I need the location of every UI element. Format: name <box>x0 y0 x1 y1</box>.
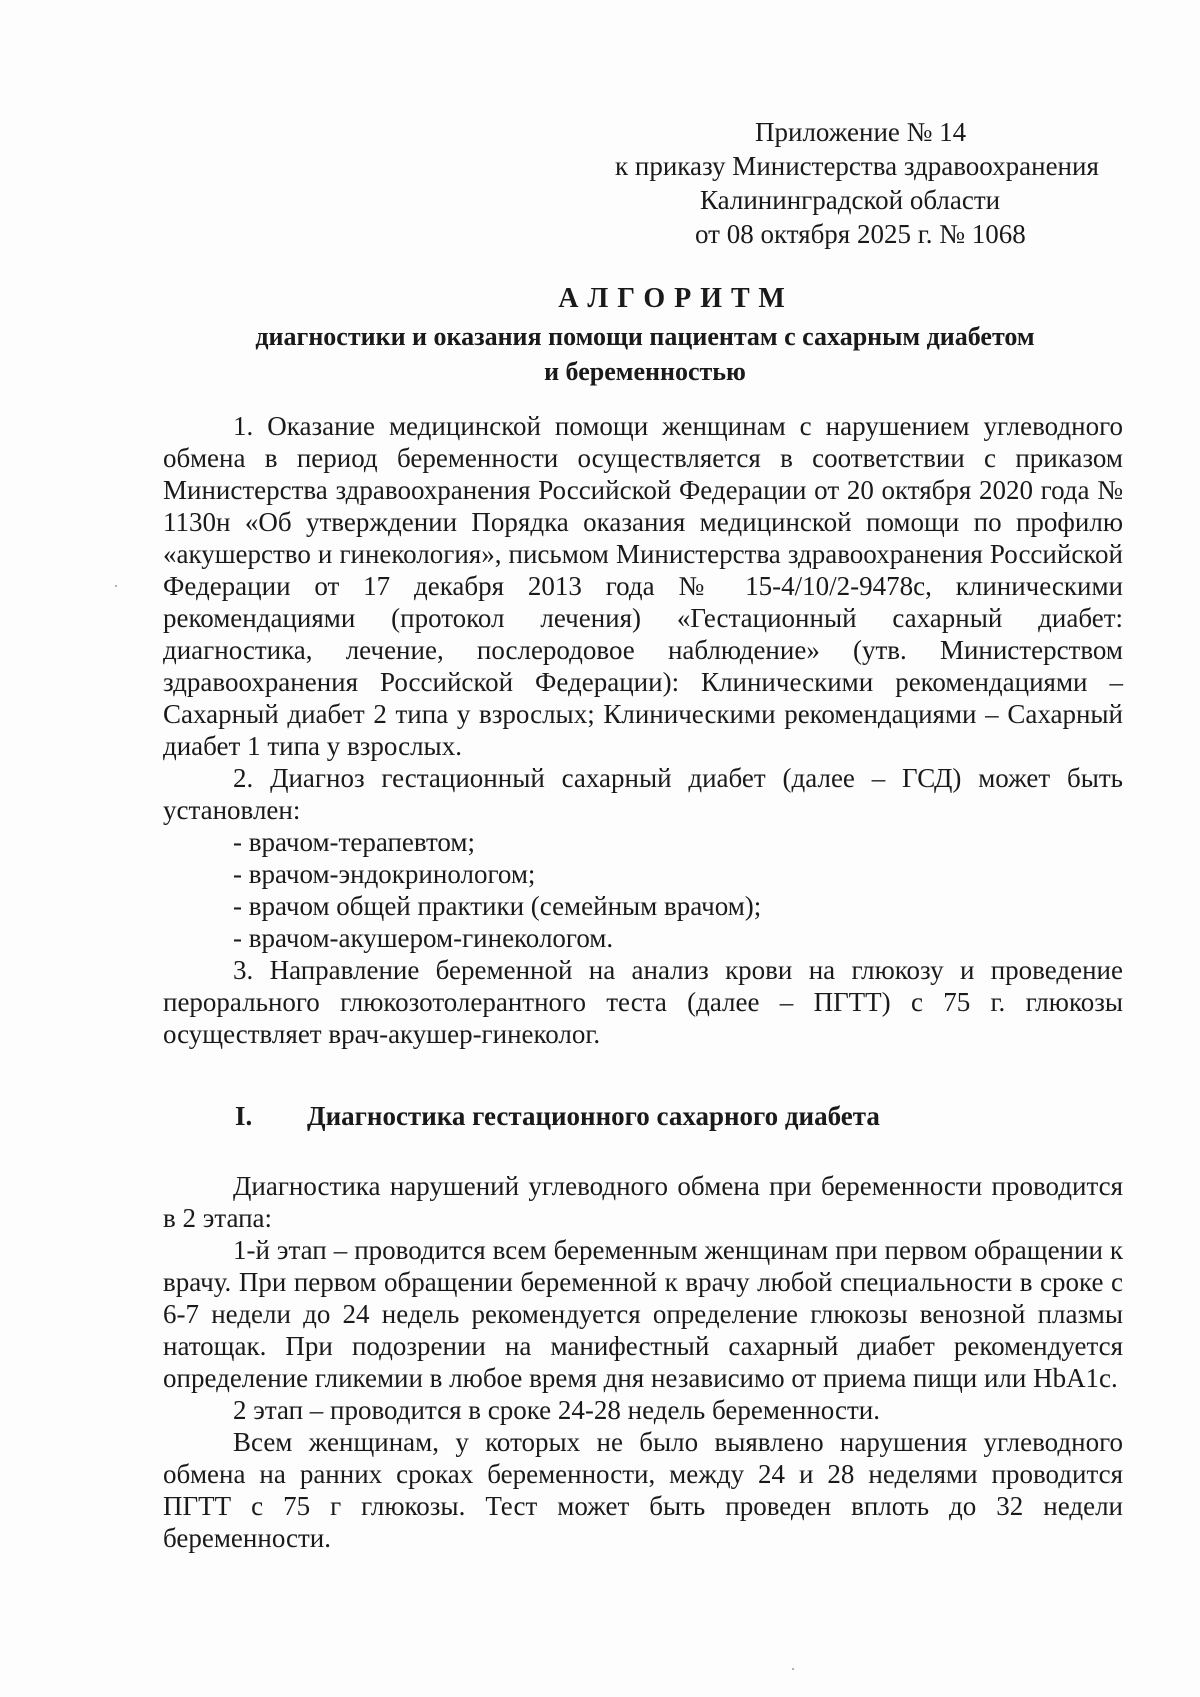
section-1-body <box>163 1170 1123 1554</box>
appendix-header <box>600 115 1120 251</box>
appendix-region: Калининградской области <box>700 185 1001 215</box>
intro-section <box>163 410 1123 1050</box>
scan-speck <box>115 585 117 587</box>
section-1-number: I. <box>235 1101 253 1131</box>
appendix-date: от 08 октября 2025 г. № 1068 <box>695 219 1026 249</box>
section-1-paragraph: 2 этап – проводится в сроке 24-28 недель беременности. <box>233 1395 880 1425</box>
intro-paragraph-2: 2. Диагноз гестационный сахарный диабет (далее – ГСД) может быть установлен: <box>163 763 1123 825</box>
section-1-title: Диагностика гестационного сахарного диабета <box>307 1101 880 1131</box>
section-1-paragraph: 1-й этап – проводится всем беременным женщинам при первом обращении к врачу. При первом обращении беременной к врачу любой специальности в сроке с 6-7 недели до 24 недель рекомендуется определение глюкозы венозной плазмы натощак. При подозрении на манифестный сахарный диабет рекомендуется определение гликемии в любое время дня независимо от приема пищи или HbA1c. <box>163 1235 1123 1393</box>
specialist-list-item: - врачом-эндокринологом; <box>233 859 536 889</box>
specialist-list-item: - врачом-акушером-гинекологом. <box>233 923 614 953</box>
title-subtitle-line2: и беременностью <box>544 357 746 386</box>
appendix-order-ref: к приказу Министерства здравоохранения <box>615 151 1099 181</box>
specialist-list-item: - врачом общей практики (семейным врачом); <box>233 891 762 921</box>
title-main: АЛГОРИТМ <box>558 283 794 314</box>
scan-speck <box>792 1668 794 1670</box>
document-title <box>160 280 1130 388</box>
section-1-paragraph: Всем женщинам, у которых не было выявлено нарушения углеводного обмена на ранних сроках беременности, между 24 и 28 неделями проводится ПГТТ с 75 г глюкозы. Тест может быть проведен вплоть до 32 недели беременности. <box>163 1427 1123 1553</box>
intro-paragraph-1: 1. Оказание медицинской помощи женщинам с нарушением углеводного обмена в период беременности осуществляется в соответствии с приказом Министерства здравоохранения Российской Федерации от 20 октября 2020 года № 1130н «Об утверждении Порядка оказания медицинской помощи по профилю «акушерство и гинекология», письмом Министерства здравоохранения Российской Федерации от 17 декабря 2013 года № 15-4/10/2-9478с, клиническими рекомендациями (протокол лечения) «Гестационный сахарный диабет: диагностика, лечение, послеродовое наблюдение» (утв. Министерством здравоохранения Российской Федерации): Клиническими рекомендациями – Сахарный диабет 2 типа у взрослых; Клиническими рекомендациями – Сахарный диабет 1 типа у взрослых. <box>163 411 1123 761</box>
appendix-number: Приложение № 14 <box>755 117 967 147</box>
section-1-paragraph: Диагностика нарушений углеводного обмена при беременности проводится в 2 этапа: <box>163 1171 1123 1233</box>
title-subtitle-line1: диагностики и оказания помощи пациентам с сахарным диабетом <box>255 322 1035 351</box>
section-1-heading <box>235 1099 880 1133</box>
specialist-list-item: - врачом-терапевтом; <box>233 827 475 857</box>
intro-paragraph-3: 3. Направление беременной на анализ крови на глюкозу и проведение перорального глюкозотолерантного теста (далее – ПГТТ) с 75 г. глюкозы осуществляет врач-акушер-гинеколог. <box>163 955 1123 1049</box>
